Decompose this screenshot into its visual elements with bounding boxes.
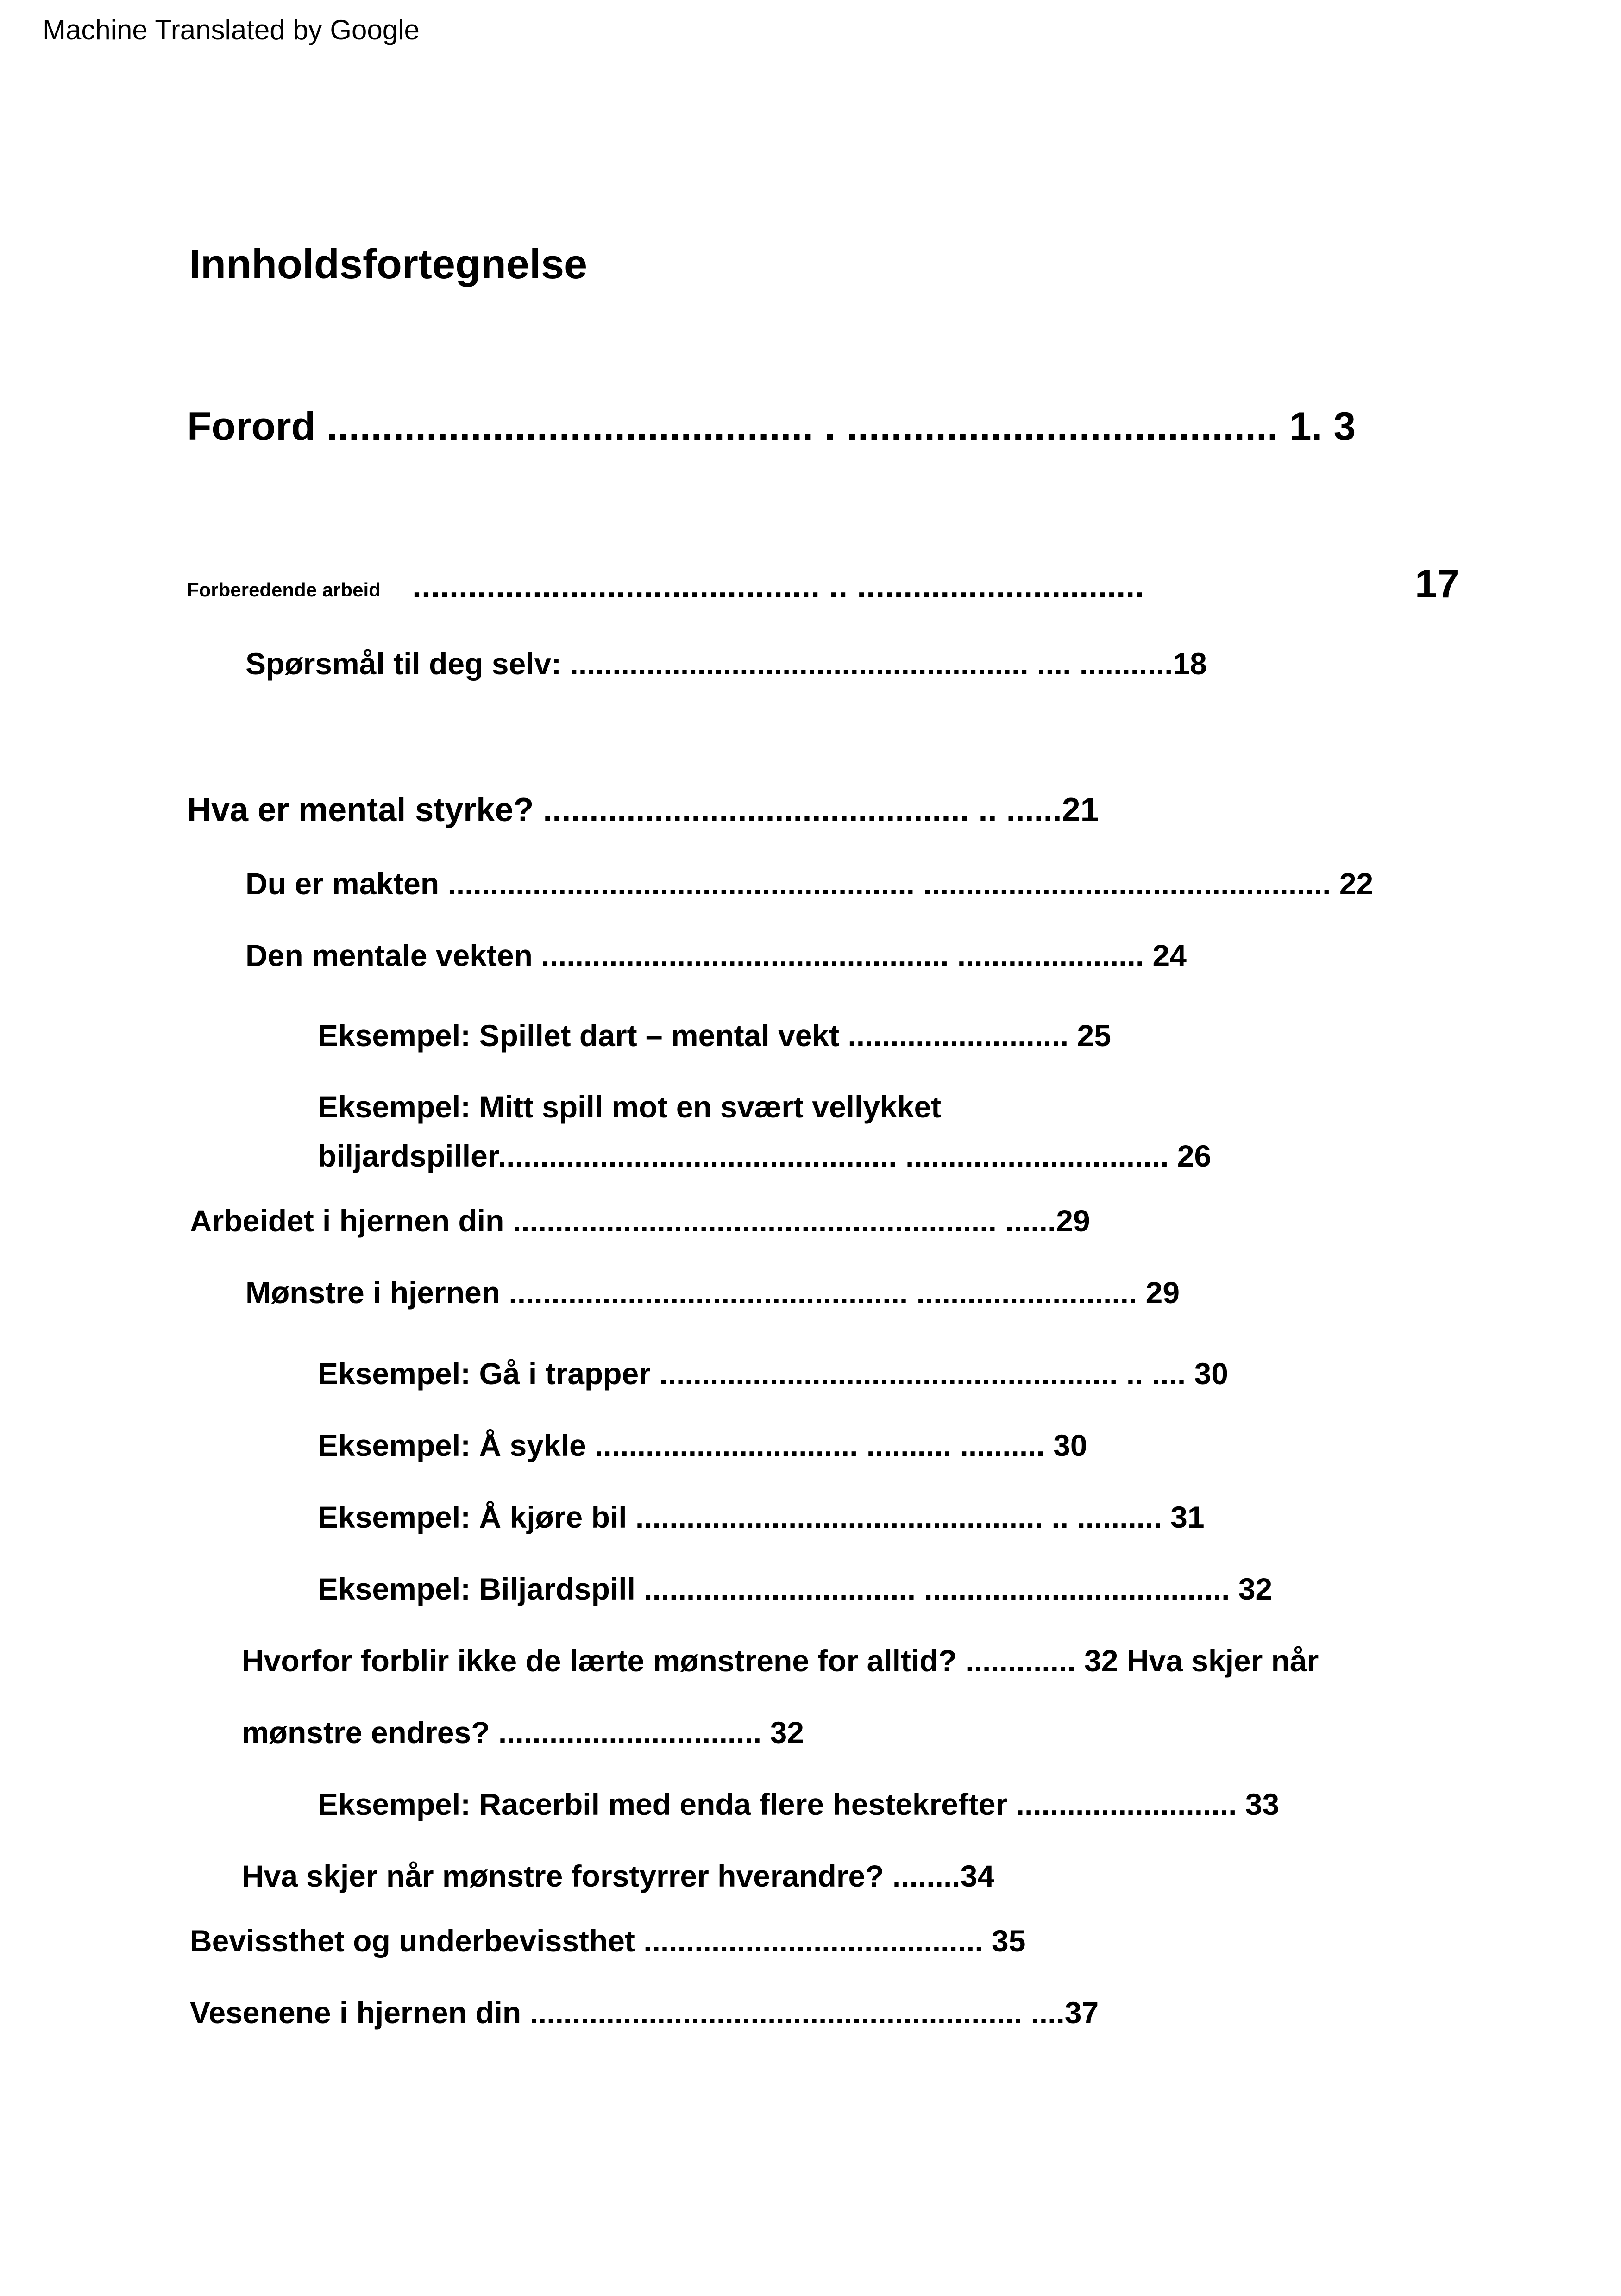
toc-entry-vesenene: Vesenene i hjernen din .......................................................... ....37 [190, 1995, 1099, 2030]
toc-entry-monstre: Mønstre i hjernen ............................................... .......................... 29 [245, 1275, 1180, 1310]
toc-entry-mentale-vekten: Den mentale vekten ................................................ ...................... 24 [245, 938, 1187, 972]
toc-entry-hvorfor-forblir: Hvorfor forblir ikke de lærte mønstrene for alltid? ............. 32 Hva skjer når [242, 1644, 1319, 1678]
toc-entry-arbeidet-hjernen: Arbeidet i hjernen din ......................................................... ......29 [190, 1204, 1090, 1238]
toc-entry-monstre-endres: mønstre endres? ............................... 32 [242, 1715, 804, 1750]
toc-entry-forberedende-page: 17 [1415, 562, 1459, 606]
toc-entry-biljard-line1: Eksempel: Mitt spill mot en svært vellykket [318, 1090, 942, 1124]
toc-entry-sporsmal: Spørsmål til deg selv: ...................................................... .... ...........18 [245, 646, 1207, 681]
toc-entry-sykle: Eksempel: Å sykle ............................... .......... .......... 30 [318, 1428, 1087, 1462]
toc-entry-bevissthet: Bevissthet og underbevissthet ........................................ 35 [190, 1924, 1026, 1958]
toc-entry-forberedende-label: Forberedende arbeid [187, 579, 381, 601]
toc-entry-trapper: Eksempel: Gå i trapper ...................................................... .. .... 30 [318, 1356, 1228, 1391]
toc-entry-forstyrrer: Hva skjer når mønstre forstyrrer hverandre? ........34 [242, 1859, 995, 1893]
toc-entry-forord: Forord ............................................ . ....................................... 1. 3 [187, 404, 1356, 449]
toc-entry-biljard-line2: biljardspiller............................................... ............................... 26 [318, 1139, 1212, 1173]
toc-entry-mental-styrke: Hva er mental styrke? .............................................. .. ......21 [187, 791, 1099, 828]
toc-entry-forberedende-leader: ............................................ .. ............................... [412, 568, 1144, 605]
page-title: Innholdsfortegnelse [189, 241, 588, 288]
toc-entry-du-er-makten: Du er makten ....................................................... ................................................ 22 [245, 866, 1374, 901]
machine-translation-note: Machine Translated by Google [43, 14, 420, 45]
toc-entry-dart: Eksempel: Spillet dart – mental vekt .......................... 25 [318, 1018, 1111, 1053]
toc-entry-racerbil: Eksempel: Racerbil med enda flere hestekrefter .......................... 33 [318, 1787, 1280, 1821]
toc-entry-kjore-bil: Eksempel: Å kjøre bil ................................................ .. .......... 31 [318, 1500, 1205, 1534]
toc-entry-biljardspill: Eksempel: Biljardspill ................................ .................................... 32 [318, 1572, 1273, 1606]
